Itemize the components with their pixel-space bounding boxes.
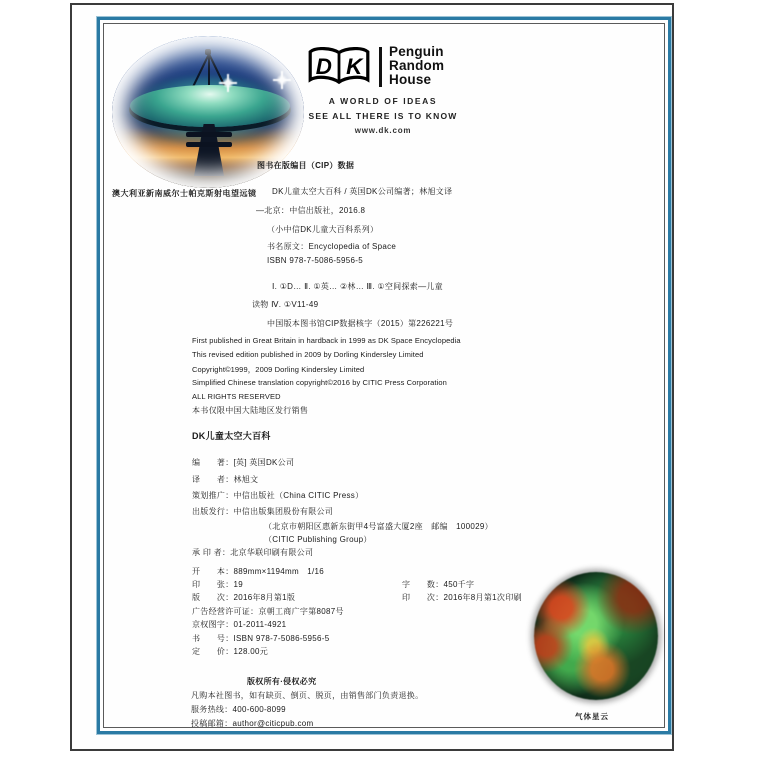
cip-classification: 读物 Ⅳ. ①V11-49 [252, 300, 319, 309]
cip-isbn: ISBN 978-7-5086-5956-5 [267, 256, 363, 265]
svg-text:K: K [346, 54, 363, 80]
brand-tagline-primary: A WORLD OF IDEAS [328, 96, 438, 106]
publication-row: 策划推广：中信出版社（China CITIC Press） [192, 491, 364, 500]
copyright-line: Copyright©1999，2009 Dorling Kindersley Limited [192, 365, 365, 374]
nebula-photo [534, 572, 658, 700]
publisher-line: Penguin [389, 44, 444, 59]
cip-classification: Ⅰ. ①D… Ⅱ. ①英… ②林… Ⅲ. ①空间探索—儿童 [272, 282, 443, 291]
cip-heading: 图书在版编目（CIP）数据 [257, 161, 355, 170]
spec-row-right: 印 次：2016年8月第1次印刷 [402, 593, 522, 602]
book-title: DK儿童太空大百科 [192, 431, 271, 441]
publisher-address-note: （北京市朝阳区惠新东街甲4号富盛大厦2座 邮编 100029） [264, 522, 493, 531]
service-hotline: 服务热线：400-600-8099 [191, 705, 286, 714]
cip-original-title: 书名原文：Encyclopedia of Space [267, 242, 397, 251]
telescope-caption: 澳大利亚新南威尔士帕克斯射电望远镜 [112, 189, 257, 198]
spec-row-left: 版 次：2016年8月第1版 [192, 593, 296, 602]
cip-entry-line: —北京：中信出版社，2016.8 [256, 206, 366, 215]
spec-row-left: 定 价：128.00元 [192, 647, 269, 656]
printer-row: 承 印 者：北京华联印刷有限公司 [192, 548, 314, 557]
copyright-notice: 版权所有·侵权必究 [247, 677, 317, 686]
copyright-line: First published in Great Britain in hardback in 1999 as DK Space Encyclopedia [192, 336, 461, 345]
spec-row-left: 京权图字：01-2011-4921 [192, 620, 287, 629]
svg-text:D: D [315, 54, 332, 80]
publication-row: 出版发行：中信出版集团股份有限公司 [192, 507, 334, 516]
publication-row: 译 者：林旭文 [192, 475, 259, 484]
cip-entry-line: DK儿童太空大百科 / 英国DK公司编著；林旭文译 [272, 187, 453, 196]
dk-book-logo-icon [307, 47, 371, 87]
copyright-line: ALL RIGHTS RESERVED [192, 392, 281, 401]
copyright-line: Simplified Chinese translation copyright©2016 by CITIC Press Corporation [192, 378, 447, 387]
spec-row-right: 字 数：450千字 [402, 580, 475, 589]
cip-series-note: （小中信DK儿童大百科系列） [267, 225, 379, 234]
nebula-caption: 气体星云 [575, 712, 609, 721]
penguin-random-house-wordmark [389, 45, 444, 87]
copyright-line: 本书仅限中国大陆地区发行销售 [192, 406, 309, 415]
spec-row-left: 广告经营许可证：京朝工商广字第8087号 [192, 607, 344, 616]
publication-row: 编 著：[英] 英国DK公司 [192, 458, 295, 467]
cip-record-number: 中国版本图书馆CIP数据核字（2015）第226221号 [267, 319, 454, 328]
brand-website: www.dk.com [354, 126, 412, 135]
publisher-line: Random [389, 58, 445, 73]
spec-row-left: 书 号：ISBN 978-7-5086-5956-5 [192, 634, 330, 643]
publisher-line: House [389, 72, 432, 87]
logo-divider [379, 47, 382, 87]
copyright-line: This revised edition published in 2009 by Dorling Kindersley Limited [192, 350, 424, 359]
exchange-policy: 凡购本社图书，如有缺页、倒页、脱页，由销售部门负责退换。 [191, 691, 424, 700]
submission-email: 投稿邮箱：author@citicpub.com [191, 719, 314, 728]
brand-tagline-secondary: SEE ALL THERE IS TO KNOW [308, 111, 458, 121]
spec-row-left: 开 本：889mm×1194mm 1/16 [192, 567, 325, 576]
publisher-group-note: （CITIC Publishing Group） [264, 535, 372, 544]
spec-row-left: 印 张：19 [192, 580, 243, 589]
